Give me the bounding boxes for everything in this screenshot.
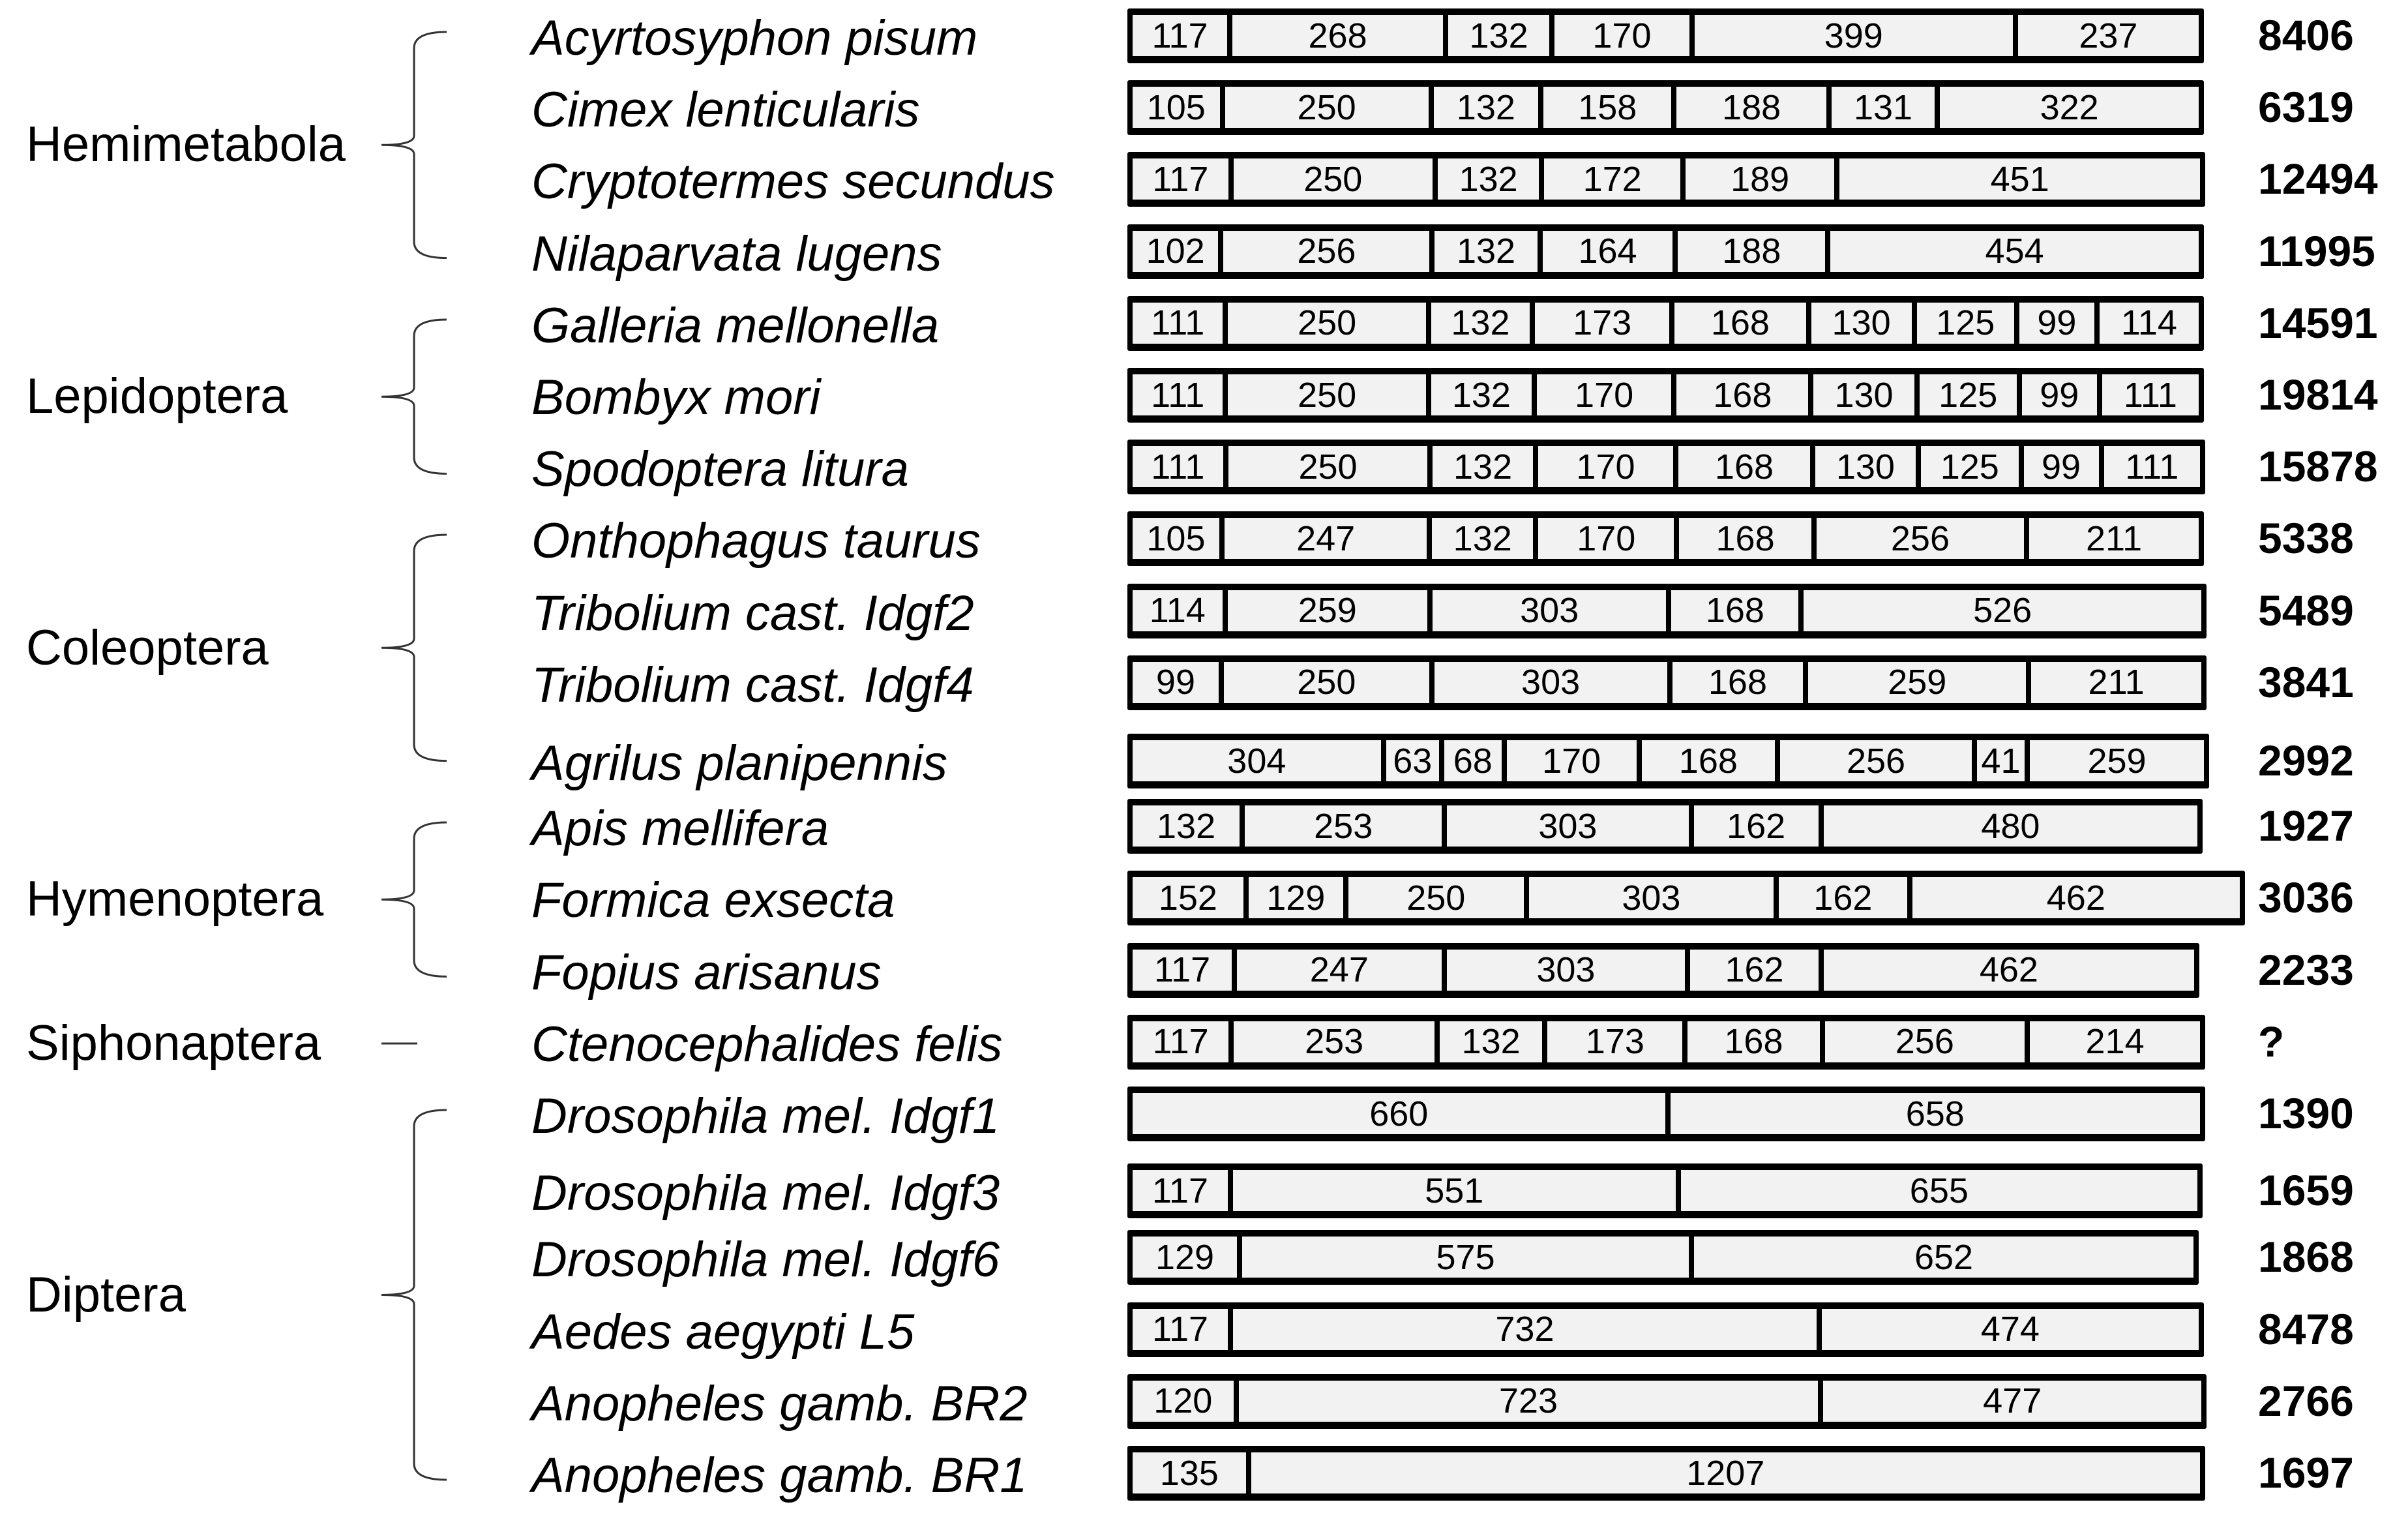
domain-segment: 462	[1912, 877, 2240, 918]
total-count: 3036	[2258, 873, 2354, 922]
order-label: Hymenoptera	[26, 871, 324, 927]
domain-bar	[1127, 1374, 2207, 1429]
domain-segment: 256	[1825, 1021, 2025, 1062]
domain-segment: 132	[1433, 446, 1532, 487]
domain-segment: 111	[1133, 303, 1223, 344]
species-name: Tribolium cast. Idgf2	[531, 585, 974, 641]
domain-segment: 111	[2104, 446, 2200, 487]
domain-segment: 259	[1228, 590, 1427, 631]
total-count: 2233	[2258, 945, 2354, 994]
domain-segment: 211	[2029, 518, 2199, 559]
domain-bar	[1127, 80, 2204, 135]
domain-segment: 117	[1133, 1309, 1228, 1350]
domain-segment: 477	[1823, 1381, 2201, 1422]
domain-segment: 250	[1224, 662, 1429, 703]
domain-segment: 256	[1817, 518, 2024, 559]
domain-segment: 172	[1544, 158, 1680, 200]
domain-segment: 132	[1431, 374, 1532, 415]
domain-segment: 105	[1133, 87, 1220, 128]
domain-segment: 303	[1434, 662, 1667, 703]
domain-segment: 158	[1543, 87, 1671, 128]
domain-segment: 125	[1920, 374, 2017, 415]
species-name: Drosophila mel. Idgf3	[531, 1165, 1000, 1222]
domain-segment: 130	[1813, 374, 1914, 415]
domain-segment: 253	[1245, 805, 1442, 847]
total-count: 6319	[2258, 83, 2354, 132]
species-name: Agrilus planipennis	[531, 736, 947, 791]
domain-bar	[1127, 152, 2205, 207]
domain-segment: 253	[1234, 1021, 1434, 1062]
curly-brace-icon	[378, 316, 450, 477]
domain-segment: 162	[1779, 877, 1907, 918]
order-label: Coleoptera	[26, 620, 269, 676]
domain-segment: 68	[1444, 740, 1502, 781]
domain-segment: 131	[1832, 87, 1935, 128]
domain-segment: 99	[2019, 303, 2094, 344]
dash-connector-icon	[378, 1035, 450, 1052]
domain-segment: 162	[1690, 950, 1818, 991]
domain-segment: 304	[1133, 740, 1381, 781]
domain-bar	[1127, 655, 2207, 710]
total-count: 1868	[2258, 1233, 2354, 1282]
domain-segment: 132	[1133, 805, 1240, 847]
domain-segment: 129	[1133, 1237, 1237, 1278]
domain-segment: 99	[2024, 446, 2099, 487]
domain-segment: 259	[2030, 740, 2204, 781]
species-name: Spodoptera litura	[531, 442, 909, 498]
domain-segment: 723	[1239, 1381, 1819, 1422]
species-name: Tribolium cast. Idgf4	[531, 657, 974, 713]
species-name: Drosophila mel. Idgf1	[531, 1088, 1000, 1144]
domain-bar	[1127, 871, 2245, 925]
total-count: 3841	[2258, 657, 2354, 706]
total-count: 1659	[2258, 1166, 2354, 1215]
domain-segment: 188	[1678, 231, 1825, 272]
domain-segment: 454	[1830, 231, 2199, 272]
domain-segment: 189	[1686, 158, 1834, 200]
total-count: 15878	[2258, 442, 2378, 491]
domain-segment: 125	[1921, 446, 2018, 487]
domain-segment: 135	[1133, 1452, 1246, 1493]
species-name: Drosophila mel. Idgf6	[531, 1232, 1000, 1288]
order-label: Diptera	[26, 1267, 186, 1323]
domain-segment: 168	[1672, 662, 1804, 703]
curly-brace-icon	[378, 532, 450, 764]
domain-segment: 117	[1133, 158, 1228, 200]
domain-bar	[1127, 440, 2205, 494]
domain-segment: 211	[2031, 662, 2201, 703]
domain-segment: 132	[1434, 87, 1539, 128]
species-name: Formica exsecta	[531, 873, 895, 929]
curly-brace-icon	[378, 1107, 450, 1483]
total-count: 12494	[2258, 155, 2378, 203]
domain-segment: 117	[1133, 1170, 1228, 1211]
domain-segment: 462	[1824, 950, 2194, 991]
total-count: 5338	[2258, 514, 2354, 563]
total-count: 8406	[2258, 11, 2354, 59]
domain-segment: 111	[2102, 374, 2199, 415]
domain-bar	[1127, 1302, 2204, 1357]
domain-segment: 111	[1133, 374, 1223, 415]
domain-segment: 170	[1554, 15, 1689, 56]
domain-segment: 303	[1447, 950, 1686, 991]
total-count: 19814	[2258, 370, 2378, 419]
curly-brace-icon	[378, 29, 450, 262]
domain-segment: 658	[1671, 1093, 2200, 1134]
domain-segment: 250	[1234, 158, 1433, 200]
species-name: Anopheles gamb. BR2	[531, 1375, 1028, 1432]
total-count: 11995	[2258, 226, 2375, 275]
domain-segment: 247	[1225, 518, 1427, 559]
domain-segment: 256	[1223, 231, 1429, 272]
domain-bar	[1127, 1015, 2205, 1070]
domain-bar	[1127, 1087, 2205, 1141]
domain-bar	[1127, 1230, 2199, 1285]
domain-segment: 168	[1642, 740, 1776, 781]
species-name: Acyrtosyphon pisum	[531, 10, 978, 66]
total-count: 8478	[2258, 1304, 2354, 1353]
domain-segment: 168	[1674, 303, 1806, 344]
domain-segment: 660	[1133, 1093, 1665, 1134]
domain-segment: 247	[1237, 950, 1441, 991]
domain-segment: 259	[1808, 662, 2026, 703]
domain-segment: 168	[1671, 590, 1798, 631]
species-name: Fopius arisanus	[531, 944, 882, 1000]
domain-bar	[1127, 368, 2204, 423]
domain-segment: 732	[1233, 1309, 1817, 1350]
domain-segment: 164	[1543, 231, 1673, 272]
domain-segment: 237	[2018, 15, 2199, 56]
domain-segment: 162	[1694, 805, 1819, 847]
species-name: Cimex lenticularis	[531, 82, 920, 138]
domain-segment: 117	[1133, 15, 1227, 56]
domain-segment: 129	[1249, 877, 1343, 918]
domain-bar	[1127, 1446, 2205, 1501]
domain-segment: 125	[1917, 303, 2014, 344]
domain-bar	[1127, 296, 2204, 351]
domain-segment: 132	[1448, 15, 1549, 56]
domain-segment: 114	[1133, 590, 1223, 631]
domain-segment: 168	[1679, 518, 1811, 559]
total-count: 2766	[2258, 1376, 2354, 1425]
domain-segment: 268	[1232, 15, 1443, 56]
domain-segment: 132	[1432, 518, 1533, 559]
domain-segment: 170	[1537, 374, 1671, 415]
order-label: Hemimetabola	[26, 117, 346, 173]
domain-segment: 322	[1940, 87, 2199, 128]
domain-segment: 132	[1431, 303, 1530, 344]
total-count: 2992	[2258, 736, 2354, 785]
domain-segment: 132	[1440, 1021, 1542, 1062]
domain-segment: 132	[1438, 158, 1539, 200]
species-name: Bombyx mori	[531, 370, 821, 425]
domain-segment: 120	[1133, 1381, 1234, 1422]
domain-bar	[1127, 799, 2203, 854]
domain-segment: 168	[1676, 374, 1808, 415]
domain-segment: 526	[1804, 590, 2201, 631]
domain-segment: 1207	[1251, 1452, 2200, 1493]
domain-segment: 170	[1538, 518, 1674, 559]
domain-segment: 102	[1133, 231, 1218, 272]
domain-segment: 303	[1433, 590, 1667, 631]
species-name: Nilaparvata lugens	[531, 226, 942, 282]
domain-segment: 655	[1681, 1170, 2197, 1211]
domain-segment: 152	[1133, 877, 1243, 918]
domain-segment: 303	[1447, 805, 1688, 847]
species-name: Cryptotermes secundus	[531, 154, 1055, 210]
domain-segment: 173	[1547, 1021, 1682, 1062]
domain-segment: 250	[1228, 374, 1425, 415]
domain-segment: 41	[1977, 740, 2025, 781]
domain-segment: 480	[1824, 805, 2197, 847]
domain-segment: 399	[1695, 15, 2013, 56]
domain-bar	[1127, 734, 2209, 788]
domain-bar	[1127, 1163, 2203, 1218]
domain-segment: 132	[1434, 231, 1537, 272]
domain-segment: 114	[2100, 303, 2199, 344]
domain-bar	[1127, 943, 2199, 998]
total-count: 1697	[2258, 1448, 2354, 1497]
total-count: 1927	[2258, 802, 2354, 850]
domain-segment: 105	[1133, 518, 1219, 559]
domain-segment: 130	[1815, 446, 1916, 487]
order-label: Siphonaptera	[26, 1015, 321, 1071]
domain-segment: 99	[2022, 374, 2097, 415]
domain-segment: 250	[1228, 303, 1425, 344]
species-name: Aedes aegypti L5	[531, 1304, 915, 1360]
domain-segment: 168	[1687, 1021, 1819, 1062]
total-count: ?	[2258, 1017, 2285, 1066]
domain-segment: 256	[1780, 740, 1972, 781]
domain-segment: 168	[1678, 446, 1810, 487]
domain-segment: 303	[1529, 877, 1774, 918]
domain-bar	[1127, 511, 2204, 566]
domain-segment: 214	[2030, 1021, 2200, 1062]
domain-segment: 250	[1228, 446, 1428, 487]
domain-segment: 188	[1676, 87, 1826, 128]
domain-segment: 474	[1822, 1309, 2199, 1350]
species-name: Galleria mellonella	[531, 297, 940, 353]
total-count: 5489	[2258, 586, 2354, 635]
order-label: Lepidoptera	[26, 368, 288, 424]
species-name: Anopheles gamb. BR1	[531, 1448, 1028, 1503]
total-count: 1390	[2258, 1089, 2354, 1137]
domain-bar	[1127, 224, 2204, 279]
domain-segment: 551	[1233, 1170, 1676, 1211]
domain-bar	[1127, 584, 2207, 638]
domain-segment: 63	[1386, 740, 1439, 781]
domain-segment: 451	[1839, 158, 2200, 200]
total-count: 14591	[2258, 298, 2378, 347]
domain-segment: 173	[1535, 303, 1669, 344]
domain-segment: 250	[1348, 877, 1524, 918]
domain-segment: 99	[1133, 662, 1219, 703]
domain-segment: 130	[1811, 303, 1912, 344]
domain-bar	[1127, 8, 2204, 63]
domain-segment: 117	[1133, 950, 1232, 991]
domain-segment: 250	[1225, 87, 1429, 128]
species-name: Onthophagus taurus	[531, 513, 981, 569]
species-name: Ctenocephalides felis	[531, 1016, 1003, 1072]
domain-segment: 170	[1507, 740, 1637, 781]
domain-segment: 652	[1694, 1237, 2193, 1278]
domain-segment: 575	[1242, 1237, 1689, 1278]
domain-segment: 117	[1133, 1021, 1228, 1062]
domain-segment: 170	[1538, 446, 1673, 487]
domain-segment: 111	[1133, 446, 1223, 487]
curly-brace-icon	[378, 819, 450, 980]
species-name: Apis mellifera	[531, 801, 829, 857]
